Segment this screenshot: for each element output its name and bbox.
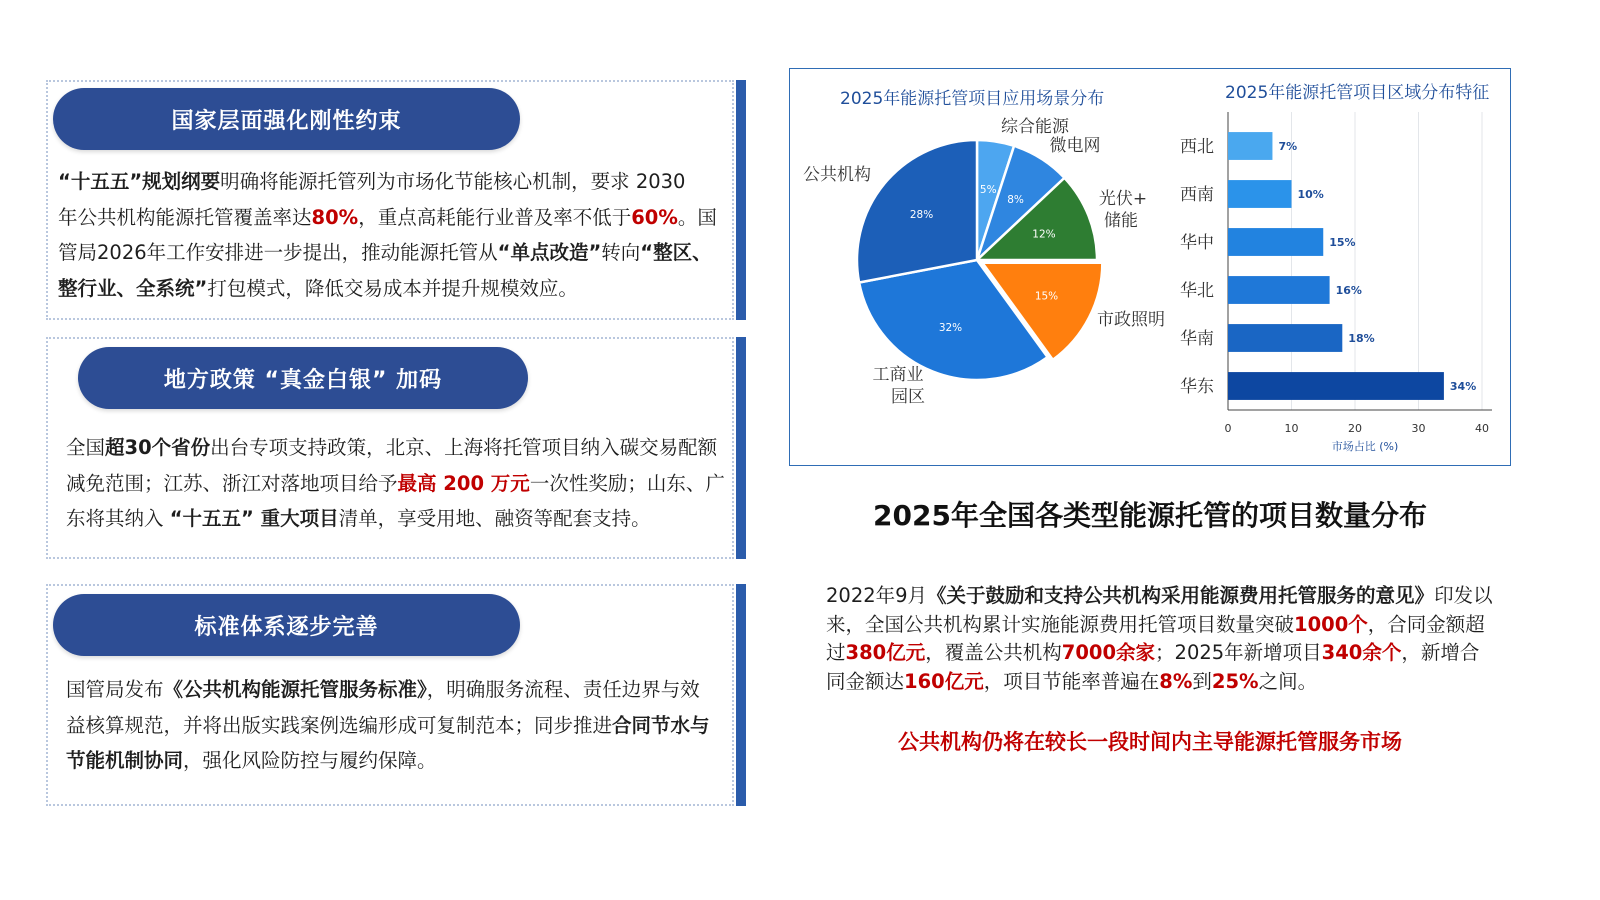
text-line	[66, 672, 730, 708]
highlight-text: 超30个省份	[105, 436, 211, 459]
text-line	[66, 466, 730, 502]
highlight-text: “十五五”规划纲要	[58, 170, 221, 193]
card-national-text	[58, 164, 728, 306]
bar	[1228, 372, 1444, 400]
pie-slice-label: 28%	[909, 209, 934, 222]
text-run: 清单，享受用地、融资等配套支持。	[338, 507, 651, 530]
bar-chart-title: 2025年能源托管项目区域分布特征	[1225, 83, 1490, 103]
x-tick-label: 30	[1411, 422, 1426, 435]
text-run: ，明确服务流程、责任边界与效	[426, 678, 700, 701]
text-run: 到	[1192, 669, 1212, 693]
bar-value-label: 15%	[1329, 236, 1356, 249]
bar-value-label: 10%	[1297, 188, 1324, 201]
highlight-text: 340余个	[1321, 641, 1402, 664]
highlight-text: 160亿元	[904, 669, 984, 693]
bar-value-label: 16%	[1335, 284, 1362, 297]
y-category-label: 华东	[1180, 377, 1214, 397]
card-local-text	[66, 430, 730, 537]
y-category-label: 西南	[1180, 185, 1214, 205]
highlight-text: 25%	[1211, 669, 1259, 693]
text-run: 出台专项支持政策，北京、上海将托管项目纳入碳交易配额	[210, 436, 718, 459]
x-tick-label: 0	[1224, 422, 1232, 435]
bar-chart	[1170, 108, 1510, 458]
bar-value-label: 18%	[1348, 332, 1375, 345]
text-run: ，新增合同金额达	[826, 641, 1480, 693]
bar-value-label: 34%	[1449, 380, 1477, 393]
highlight-text: 节能机制协同	[66, 749, 184, 772]
text-run: ，合同金额超过	[826, 612, 1485, 664]
highlight-text: 60%	[631, 205, 678, 229]
pie-category-label: 综合能源	[1001, 117, 1069, 137]
bar	[1228, 324, 1342, 352]
conclusion-text: 公共机构仍将在较长一段时间内主导能源托管服务市场	[898, 730, 1402, 754]
text-run: 管局2026年工作安排进一步提出，推动能源托管从	[58, 241, 498, 264]
pie-category-label: 光伏+	[1098, 189, 1148, 209]
x-tick-label: 20	[1348, 422, 1362, 435]
text-run: ，覆盖公共机构	[925, 641, 1062, 664]
text-line	[66, 501, 730, 537]
highlight-text: 整行业、全系统”	[58, 276, 208, 300]
text-line	[66, 430, 730, 466]
text-run: 明确将能源托管列为市场化节能核心机制，要求 2030	[220, 170, 686, 193]
highlight-text: 《关于鼓励和支持公共机构采用能源费用托管服务的意见》	[927, 584, 1435, 607]
card-local-title: 地方政策 “真金白银” 加码	[78, 347, 528, 409]
pie-category-label: 微电网	[1049, 136, 1101, 156]
text-run: 益核算规范，并将出版实践案例选编形成可复制范本；同步推进	[66, 713, 613, 737]
pie-slice-label: 5%	[979, 183, 997, 196]
y-category-label: 华南	[1180, 329, 1214, 349]
text-run: 。国	[677, 205, 717, 229]
text-run: 减免范围；江苏、浙江对落地项目给予	[66, 471, 398, 495]
card-local-accent-bar	[736, 337, 746, 559]
x-tick-label: 10	[1284, 422, 1299, 435]
text-run: ，项目节能率普遍在	[983, 669, 1160, 693]
bar	[1228, 132, 1272, 160]
bar	[1228, 228, 1323, 256]
pie-category-label: 园区	[891, 387, 925, 407]
text-run: 东将其纳入	[66, 507, 170, 530]
highlight-text: 8%	[1159, 669, 1193, 693]
card-national-accent-bar	[736, 80, 746, 320]
text-run: 之间。	[1258, 669, 1318, 693]
text-run: ；2025年新增项目	[1155, 641, 1322, 664]
pie-slice-label: 15%	[1034, 290, 1059, 303]
y-category-label: 华中	[1180, 233, 1214, 253]
pie-slice-label: 32%	[938, 321, 963, 334]
text-run: 打包模式，降低交易成本并提升规模效应。	[207, 276, 578, 300]
highlight-text: 7000余家	[1061, 641, 1156, 664]
pie-chart	[790, 110, 1170, 410]
pie-slice-label: 8%	[1007, 194, 1024, 207]
pie-category-label: 工商业	[872, 365, 924, 385]
highlight-text: 380亿元	[845, 641, 926, 664]
y-category-label: 西北	[1180, 137, 1214, 157]
highlight-text: 合同节水与	[612, 713, 710, 737]
bar	[1228, 276, 1330, 304]
text-run: 印发以来，全国公共机构累计实施能源费用托管项目数量突破	[826, 584, 1493, 636]
text-run: 国管局发布	[66, 678, 164, 701]
card-standards-text	[66, 672, 730, 779]
highlight-text: “整区、	[640, 241, 712, 264]
text-line	[58, 271, 728, 307]
card-national-title: 国家层面强化刚性约束	[53, 88, 520, 150]
highlight-text: “单点改造”	[497, 241, 602, 264]
text-run: 2022年9月	[826, 584, 928, 607]
pie-category-label: 公共机构	[803, 165, 871, 185]
bar-value-label: 7%	[1278, 140, 1298, 153]
text-line	[58, 235, 728, 271]
card-standards-accent-bar	[736, 584, 746, 806]
highlight-text: 最高 200 万元	[397, 471, 530, 495]
x-axis-label: 市场占比 (%)	[1331, 440, 1399, 453]
text-run: 转向	[601, 241, 641, 264]
main-title: 2025年全国各类型能源托管的项目数量分布	[873, 499, 1427, 532]
text-line	[66, 743, 730, 779]
highlight-text: “十五五” 重大项目	[169, 507, 339, 530]
summary-paragraph	[826, 582, 1496, 696]
pie-slice-label: 12%	[1032, 228, 1056, 241]
text-line	[58, 164, 728, 200]
text-run: 年公共机构能源托管覆盖率达	[58, 205, 312, 229]
text-run: ，强化风险防控与履约保障。	[183, 749, 437, 772]
text-run: 全国	[66, 436, 106, 459]
highlight-text: 1000个	[1294, 612, 1368, 636]
text-line	[58, 200, 728, 236]
highlight-text: 80%	[311, 205, 359, 229]
highlight-text: 《公共机构能源托管服务标准》	[163, 678, 427, 701]
y-category-label: 华北	[1180, 281, 1214, 301]
pie-category-label: 储能	[1104, 211, 1138, 231]
x-tick-label: 40	[1475, 422, 1489, 435]
text-line	[66, 708, 730, 744]
text-run: ，重点高耗能行业普及率不低于	[358, 205, 632, 229]
bar	[1228, 180, 1292, 208]
card-standards-title: 标准体系逐步完善	[53, 594, 520, 656]
pie-category-label: 市政照明	[1097, 310, 1165, 330]
pie-chart-title: 2025年能源托管项目应用场景分布	[840, 89, 1105, 109]
text-run: 一次性奖励；山东、广	[529, 471, 725, 495]
